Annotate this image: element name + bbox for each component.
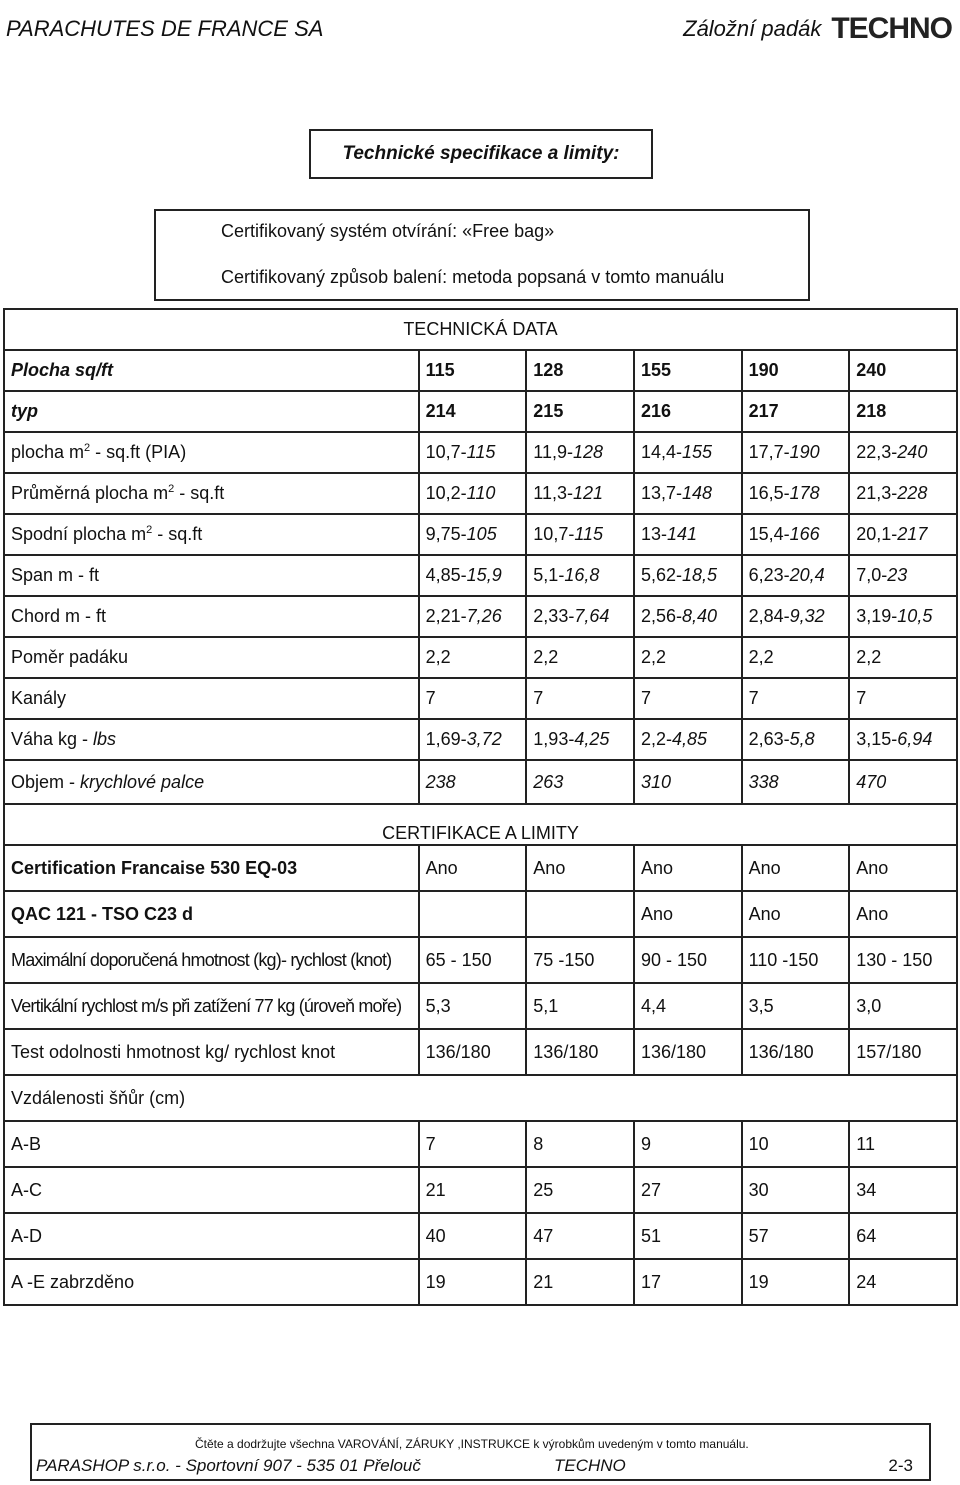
row-label: QAC 121 - TSO C23 d xyxy=(4,891,419,937)
cell: 5,1-16,8 xyxy=(526,555,634,596)
cell: 2,2 xyxy=(742,637,850,678)
opening-system-line: Certifikovaný systém otvírání: «Free bag» xyxy=(221,221,555,241)
table-row xyxy=(4,1075,957,1121)
row-label: Plocha sq/ft xyxy=(4,350,419,391)
row-label: A -E zabrzděno xyxy=(4,1259,419,1305)
cell: 11 xyxy=(849,1121,957,1167)
cell: 17,7-190 xyxy=(742,432,850,473)
cell: 130 - 150 xyxy=(849,937,957,983)
certification-box xyxy=(154,209,810,301)
table-row xyxy=(4,983,957,1029)
cell: 24 xyxy=(849,1259,957,1305)
technical-data-table xyxy=(3,308,958,1306)
cell: 16,5-178 xyxy=(742,473,850,514)
row-label: typ xyxy=(4,391,419,432)
cell: 10,7-115 xyxy=(526,514,634,555)
table-row xyxy=(4,1121,957,1167)
cell: 11,3-121 xyxy=(526,473,634,514)
cell: Ano xyxy=(634,845,742,891)
cell: 22,3-240 xyxy=(849,432,957,473)
cell: 136/180 xyxy=(742,1029,850,1075)
table-row xyxy=(4,719,957,760)
cell: 20,1-217 xyxy=(849,514,957,555)
cell: 128 xyxy=(526,350,634,391)
cell: 3,19-10,5 xyxy=(849,596,957,637)
table-row xyxy=(4,760,957,804)
cell: 115 xyxy=(419,350,527,391)
cell: Ano xyxy=(634,891,742,937)
cell: 21 xyxy=(419,1167,527,1213)
cell: Ano xyxy=(526,845,634,891)
cell: 2,2 xyxy=(419,637,527,678)
cell: 13-141 xyxy=(634,514,742,555)
cell: Ano xyxy=(849,845,957,891)
table-row xyxy=(4,937,957,983)
table-row xyxy=(4,596,957,637)
table-row xyxy=(4,1259,957,1305)
page-number: 2-3 xyxy=(888,1456,913,1475)
row-label: Span m - ft xyxy=(4,555,419,596)
cell: 5,1 xyxy=(526,983,634,1029)
cell: 11,9-128 xyxy=(526,432,634,473)
cell: 2,56-8,40 xyxy=(634,596,742,637)
footer-product: TECHNO xyxy=(554,1456,626,1475)
cell: 15,4-166 xyxy=(742,514,850,555)
table-row xyxy=(4,678,957,719)
spec-title: Technické specifikace a limity: xyxy=(309,129,653,179)
row-label: Váha kg - lbs xyxy=(4,719,419,760)
cell: 1,69-3,72 xyxy=(419,719,527,760)
table-row xyxy=(4,891,957,937)
cell: 7 xyxy=(526,678,634,719)
cell: 216 xyxy=(634,391,742,432)
cell: 3,5 xyxy=(742,983,850,1029)
row-label: Vertikální rychlost m/s při zatížení 77 kg (úroveň moře) xyxy=(4,983,419,1029)
cell: 1,93-4,25 xyxy=(526,719,634,760)
cell: 2,2 xyxy=(634,637,742,678)
cell: 51 xyxy=(634,1213,742,1259)
cell: 110 -150 xyxy=(742,937,850,983)
cell: 40 xyxy=(419,1213,527,1259)
certification-limits-title: CERTIFIKACE A LIMITY xyxy=(4,804,957,845)
cell: 470 xyxy=(849,760,957,804)
footer-address: PARASHOP s.r.o. - Sportovní 907 - 535 01 Přelouč xyxy=(36,1456,421,1475)
cell: 215 xyxy=(526,391,634,432)
cell: 5,62-18,5 xyxy=(634,555,742,596)
row-label: Kanály xyxy=(4,678,419,719)
cell: 17 xyxy=(634,1259,742,1305)
technical-data-title: TECHNICKÁ DATA xyxy=(4,309,957,350)
packing-method-line: Certifikovaný způsob balení: metoda popsaná v tomto manuálu xyxy=(221,267,725,287)
row-label: Certification Francaise 530 EQ-03 xyxy=(4,845,419,891)
table-row xyxy=(4,432,957,473)
cell: 7 xyxy=(419,1121,527,1167)
row-label: A-C xyxy=(4,1167,419,1213)
row-label: A-B xyxy=(4,1121,419,1167)
table-row xyxy=(4,473,957,514)
header-right xyxy=(683,12,952,46)
cell: 30 xyxy=(742,1167,850,1213)
table-row xyxy=(4,1167,957,1213)
cell: 136/180 xyxy=(419,1029,527,1075)
cell: 21,3-228 xyxy=(849,473,957,514)
footer-notice: Čtěte a dodržujte všechna VAROVÁNÍ, ZÁRUKY ,INSTRUKCE k výrobkům uvedeným v tomto manuálu. xyxy=(195,1437,749,1451)
cell: 7 xyxy=(634,678,742,719)
cell: 3,0 xyxy=(849,983,957,1029)
cell: 136/180 xyxy=(526,1029,634,1075)
cell: 155 xyxy=(634,350,742,391)
row-label: plocha $m^2 - sq.ft$ (PIA) xyxy=(4,432,419,473)
table-row xyxy=(4,514,957,555)
row-label: Test odolnosti hmotnost kg/ rychlost knot xyxy=(4,1029,419,1075)
page-footer xyxy=(30,1423,931,1481)
cell: 10 xyxy=(742,1121,850,1167)
cell: 217 xyxy=(742,391,850,432)
table-row xyxy=(4,1029,957,1075)
cell: 19 xyxy=(742,1259,850,1305)
row-label: Objem - krychlové palce xyxy=(4,760,419,804)
cell: 2,63-5,8 xyxy=(742,719,850,760)
cell: Ano xyxy=(419,845,527,891)
cell: 238 xyxy=(419,760,527,804)
cell: 6,23-20,4 xyxy=(742,555,850,596)
cell: 157/180 xyxy=(849,1029,957,1075)
row-label: Spodní plocha $m^2 - sq.ft$ xyxy=(4,514,419,555)
cell: 65 - 150 xyxy=(419,937,527,983)
cell: 9 xyxy=(634,1121,742,1167)
table-row xyxy=(4,637,957,678)
cell: 310 xyxy=(634,760,742,804)
row-label: A-D xyxy=(4,1213,419,1259)
table-row xyxy=(4,1213,957,1259)
table-row xyxy=(4,391,957,432)
cell: 10,7-115 xyxy=(419,432,527,473)
cell: 7,0-23 xyxy=(849,555,957,596)
cell: 263 xyxy=(526,760,634,804)
cell: 5,3 xyxy=(419,983,527,1029)
cell: 2,2-4,85 xyxy=(634,719,742,760)
cell: 7 xyxy=(419,678,527,719)
cell: Ano xyxy=(742,845,850,891)
cell: 2,21-7,26 xyxy=(419,596,527,637)
cell: 75 -150 xyxy=(526,937,634,983)
cell: 4,4 xyxy=(634,983,742,1029)
line-distances-heading: Vzdálenosti šňůr (cm) xyxy=(4,1075,957,1121)
cell: 9,75-105 xyxy=(419,514,527,555)
cell: Ano xyxy=(849,891,957,937)
cell: 90 - 150 xyxy=(634,937,742,983)
techno-logo: TECHNO xyxy=(831,12,952,45)
cell: 2,2 xyxy=(526,637,634,678)
cell: 19 xyxy=(419,1259,527,1305)
cell: 27 xyxy=(634,1167,742,1213)
cell: 214 xyxy=(419,391,527,432)
cell: 4,85-15,9 xyxy=(419,555,527,596)
table-row xyxy=(4,350,957,391)
cell xyxy=(419,891,527,937)
cell: 57 xyxy=(742,1213,850,1259)
cell: 240 xyxy=(849,350,957,391)
cell: 2,2 xyxy=(849,637,957,678)
cell: 218 xyxy=(849,391,957,432)
cell: 338 xyxy=(742,760,850,804)
cell: 3,15-6,94 xyxy=(849,719,957,760)
cell: 47 xyxy=(526,1213,634,1259)
cell: 14,4-155 xyxy=(634,432,742,473)
company-name: PARACHUTES DE FRANCE SA xyxy=(6,16,324,41)
table-row xyxy=(4,845,957,891)
cell: 2,84-9,32 xyxy=(742,596,850,637)
row-label: Poměr padáku xyxy=(4,637,419,678)
row-label: Chord m - ft xyxy=(4,596,419,637)
row-label: Maximální doporučená hmotnost (kg)- rychlost (knot) xyxy=(4,937,419,983)
cell: 190 xyxy=(742,350,850,391)
table-row xyxy=(4,555,957,596)
cell: 21 xyxy=(526,1259,634,1305)
cell xyxy=(526,891,634,937)
row-label: Průměrná plocha $m^2 - sq.ft$ xyxy=(4,473,419,514)
cell: 25 xyxy=(526,1167,634,1213)
cell: 7 xyxy=(742,678,850,719)
cell: 8 xyxy=(526,1121,634,1167)
cell: 10,2-110 xyxy=(419,473,527,514)
cell: 13,7-148 xyxy=(634,473,742,514)
cell: 2,33-7,64 xyxy=(526,596,634,637)
cell: 7 xyxy=(849,678,957,719)
document-subtitle: Záložní padák xyxy=(683,16,822,41)
cell: 34 xyxy=(849,1167,957,1213)
cell: 136/180 xyxy=(634,1029,742,1075)
cell: Ano xyxy=(742,891,850,937)
cell: 64 xyxy=(849,1213,957,1259)
